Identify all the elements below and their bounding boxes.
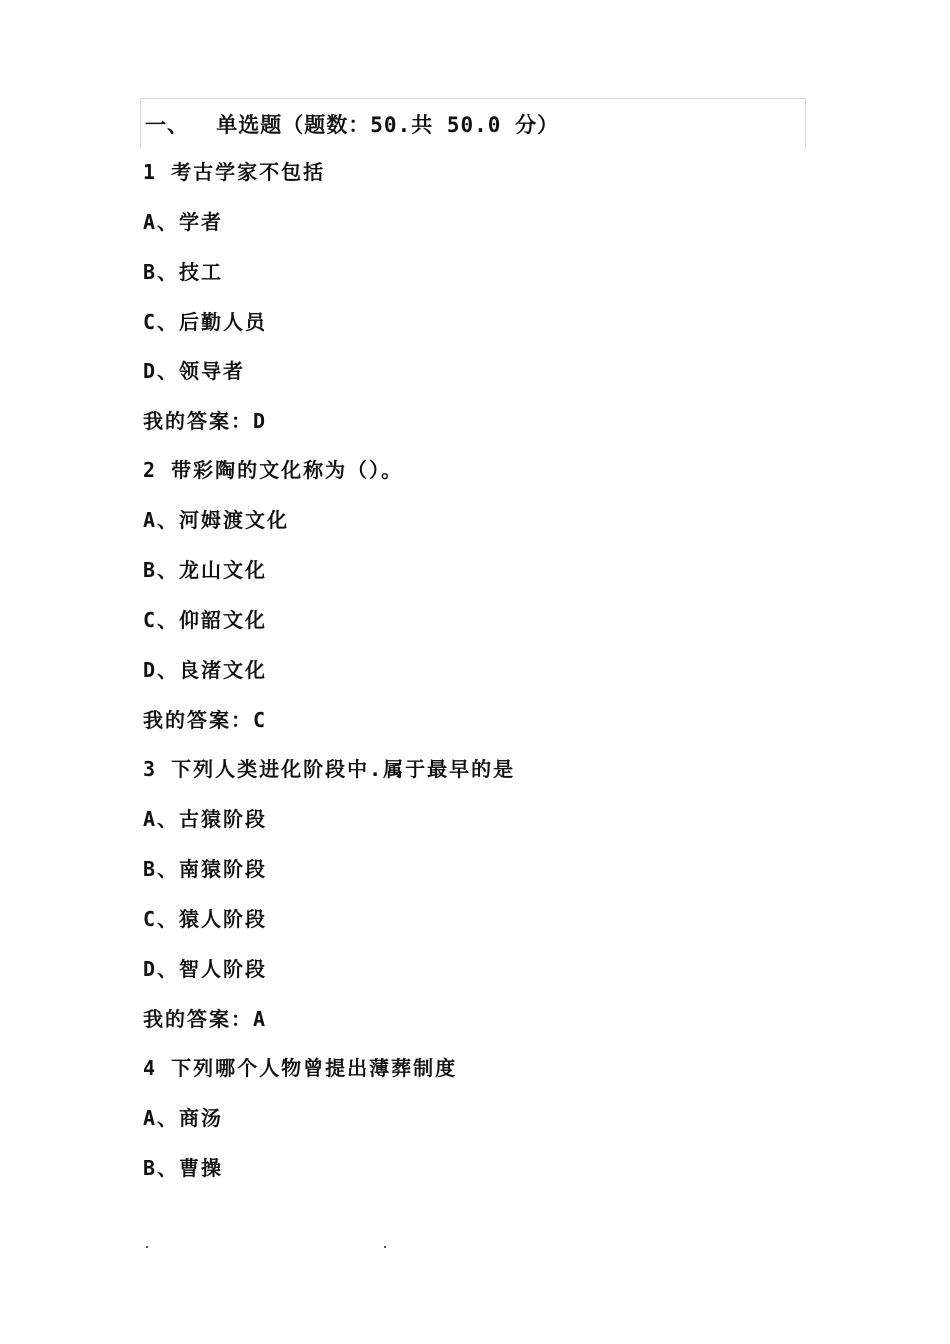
footer-dot bbox=[384, 1246, 386, 1248]
question-4-option-b: B、曹操 bbox=[143, 1156, 224, 1180]
question-3-option-a: A、古猿阶段 bbox=[143, 807, 268, 831]
question-3-option-b: B、南猿阶段 bbox=[143, 857, 268, 881]
section-header bbox=[140, 98, 806, 148]
question-4-option-a: A、商汤 bbox=[143, 1106, 224, 1130]
question-3-option-d: D、智人阶段 bbox=[143, 957, 268, 981]
question-1-stem: 1 考古学家不包括 bbox=[143, 160, 326, 184]
question-2-stem: 2 带彩陶的文化称为（）。 bbox=[143, 458, 404, 482]
question-2-option-c: C、仰韶文化 bbox=[143, 608, 268, 632]
question-1-option-d: D、领导者 bbox=[143, 359, 246, 383]
section-title: 一、 单选题（题数：50.共 50.0 分） bbox=[145, 113, 560, 137]
question-1-answer: 我的答案：D bbox=[143, 409, 268, 433]
question-2-option-d: D、良渚文化 bbox=[143, 658, 268, 682]
question-1-option-a: A、学者 bbox=[143, 210, 224, 234]
question-1-option-b: B、技工 bbox=[143, 260, 224, 284]
question-2-answer: 我的答案：C bbox=[143, 708, 268, 732]
question-4-stem: 4 下列哪个人物曾提出薄葬制度 bbox=[143, 1056, 458, 1080]
footer-dot bbox=[146, 1246, 148, 1248]
question-3-stem: 3 下列人类进化阶段中.属于最早的是 bbox=[143, 757, 516, 781]
question-2-option-b: B、龙山文化 bbox=[143, 558, 268, 582]
question-3-option-c: C、猿人阶段 bbox=[143, 907, 268, 931]
question-3-answer: 我的答案：A bbox=[143, 1007, 268, 1031]
question-1-option-c: C、后勤人员 bbox=[143, 310, 268, 334]
question-2-option-a: A、河姆渡文化 bbox=[143, 508, 290, 532]
